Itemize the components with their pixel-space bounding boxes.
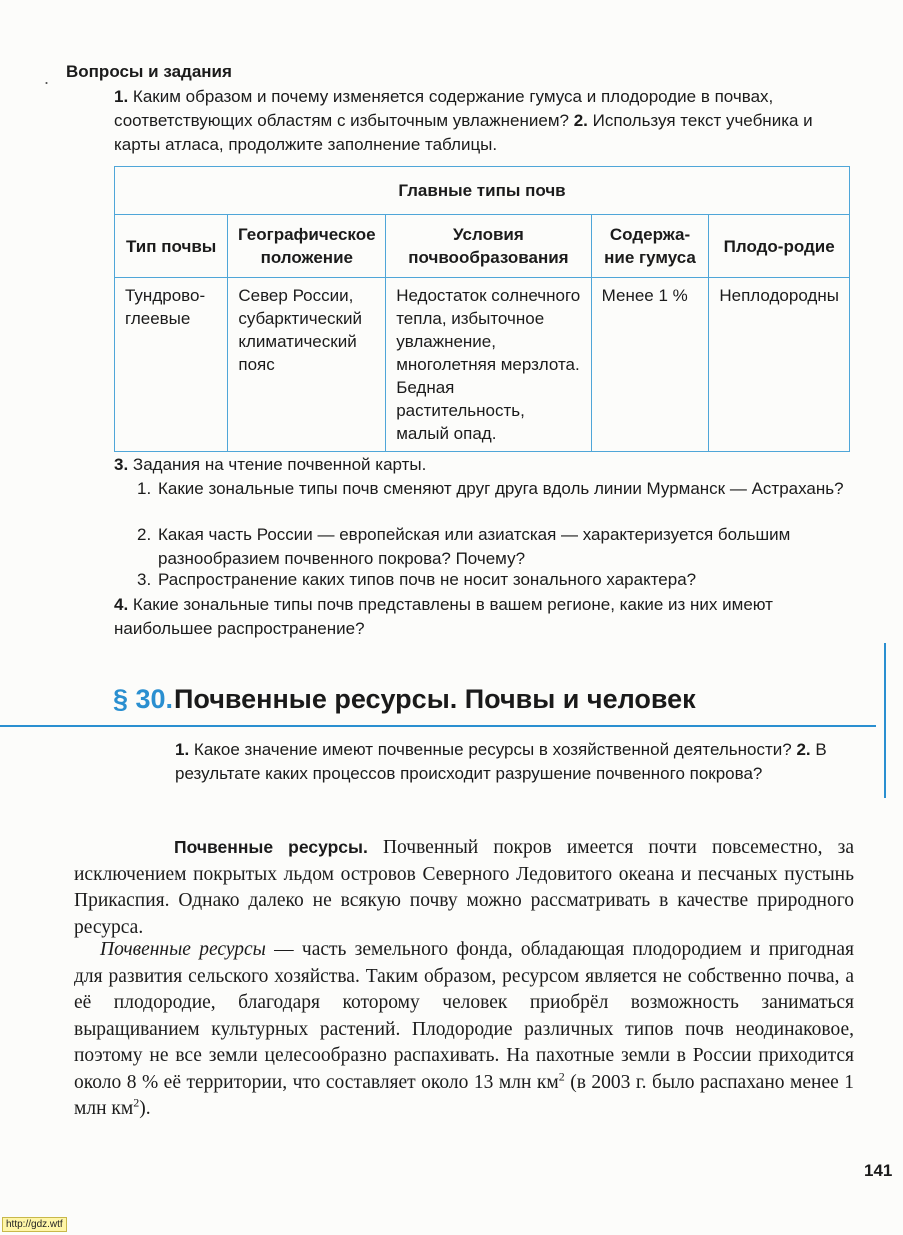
q1-number: 1.: [114, 87, 129, 106]
list-item-number: 2.: [137, 525, 152, 544]
intro-q2-number: 2.: [796, 740, 811, 759]
list-item: [137, 523, 852, 571]
cell-conditions: Недостаток солнечного тепла, избыточное увлажнение, многолетняя мерзлота. Бедная растительность, малый опад.: [386, 278, 591, 452]
page-number: 141: [864, 1161, 893, 1180]
intro-q2-text: В результате каких процессов происходит разрушение почвенного покрова?: [175, 740, 827, 783]
q4-number: 4.: [114, 595, 129, 614]
intro-q1-text: Какое значение имеют почвенные ресурсы в хозяйственной деятельности?: [193, 740, 792, 759]
bullet-dot: .: [44, 68, 50, 88]
paragraph-text: Почвенный покров имеется почти повсеместно, за исключением покрытых льдом островов Северного Ледовитого океана и песчаных пустынь Прикаспия. Однако далеко не всякую почву можно рассматривать в качестве природного ресурса.: [74, 837, 854, 938]
cell-humus: Менее 1 %: [591, 278, 709, 452]
questions-heading: Вопросы и задания: [66, 62, 232, 81]
section-number: § 30.: [113, 684, 174, 714]
paragraph-soil-resources: [74, 834, 854, 941]
question-3: [114, 453, 854, 477]
table-caption: Главные типы почв: [115, 167, 850, 215]
header-fertility: Плодо-родие: [709, 215, 850, 278]
q4-text: Какие зональные типы почв представлены в вашем регионе, какие из них имеют наибольшее распространение?: [114, 595, 773, 638]
cell-geo-position: Север России, субарктический климатический пояс: [228, 278, 386, 452]
table-header-row: [115, 215, 850, 278]
section-title: Почвенные ресурсы. Почвы и человек: [174, 684, 696, 714]
source-watermark-link[interactable]: http://gdz.wtf: [2, 1217, 67, 1232]
header-conditions: Условия почвообразования: [386, 215, 591, 278]
q2-text: Используя текст учебника и карты атласа, продолжите заполнение таблицы.: [114, 111, 813, 154]
list-item-number: 3.: [137, 570, 152, 589]
header-soil-type: Тип почвы: [115, 215, 228, 278]
paragraph-lead: Почвенные ресурсы.: [174, 837, 368, 857]
superscript: 2: [133, 1095, 140, 1110]
q1-text: Каким образом и почему изменяется содержание гумуса и плодородие в почвах, соответствующих областям с избыточным увлажнением?: [114, 87, 774, 130]
paragraph-text-b: (в 2003 г. было распахано менее 1 млн км: [74, 1071, 854, 1119]
list-item-text: Какие зональные типы почв сменяют друг друга вдоль линии Мурманск — Астрахань?: [158, 479, 844, 498]
header-geo-position: Географическое положение: [228, 215, 386, 278]
paragraph-text-c: ).: [139, 1098, 151, 1119]
list-item: [137, 477, 852, 501]
soil-types-table: [114, 166, 850, 452]
list-item-text: Какая часть России — европейская или азиатская — характеризуется большим разнообразием почвенного покрова? Почему?: [158, 525, 791, 568]
term-soil-resources: Почвенные ресурсы: [100, 939, 266, 960]
header-humus: Содержа-ние гумуса: [591, 215, 709, 278]
superscript: 2: [558, 1069, 565, 1083]
table-row: [115, 278, 850, 452]
section-margin-bar: [884, 643, 886, 798]
q3-text: Задания на чтение почвенной карты.: [132, 455, 427, 474]
paragraph-definition: [74, 937, 854, 1123]
section-intro-questions: [175, 738, 855, 786]
cell-soil-type: Тундрово-глеевые: [115, 278, 228, 452]
cell-fertility: Неплодородны: [709, 278, 850, 452]
question-1-2: [114, 85, 854, 157]
section-divider: [0, 725, 876, 727]
q2-number: 2.: [573, 111, 588, 130]
list-item: [137, 568, 852, 592]
intro-q1-number: 1.: [175, 740, 190, 759]
list-item-text: Распространение каких типов почв не носит зонального характера?: [158, 570, 697, 589]
list-item-number: 1.: [137, 479, 152, 498]
paragraph-text-a: — часть земельного фонда, обладающая плодородием и пригодная для развития сельского хозяйства. Таким образом, ресурсом является не собственно почва, а её плодородие, благодаря которому человек приобрёл возможность заниматься выращиванием культурных растений. Плодородие различных типов почв неодинаковое, поэтому не все земли целесообразно распахивать. На пахотные земли в России приходится около 8 % её территории, что составляет около 13 млн км: [74, 939, 855, 1093]
question-4: [114, 593, 854, 641]
q3-number: 3.: [114, 455, 129, 474]
